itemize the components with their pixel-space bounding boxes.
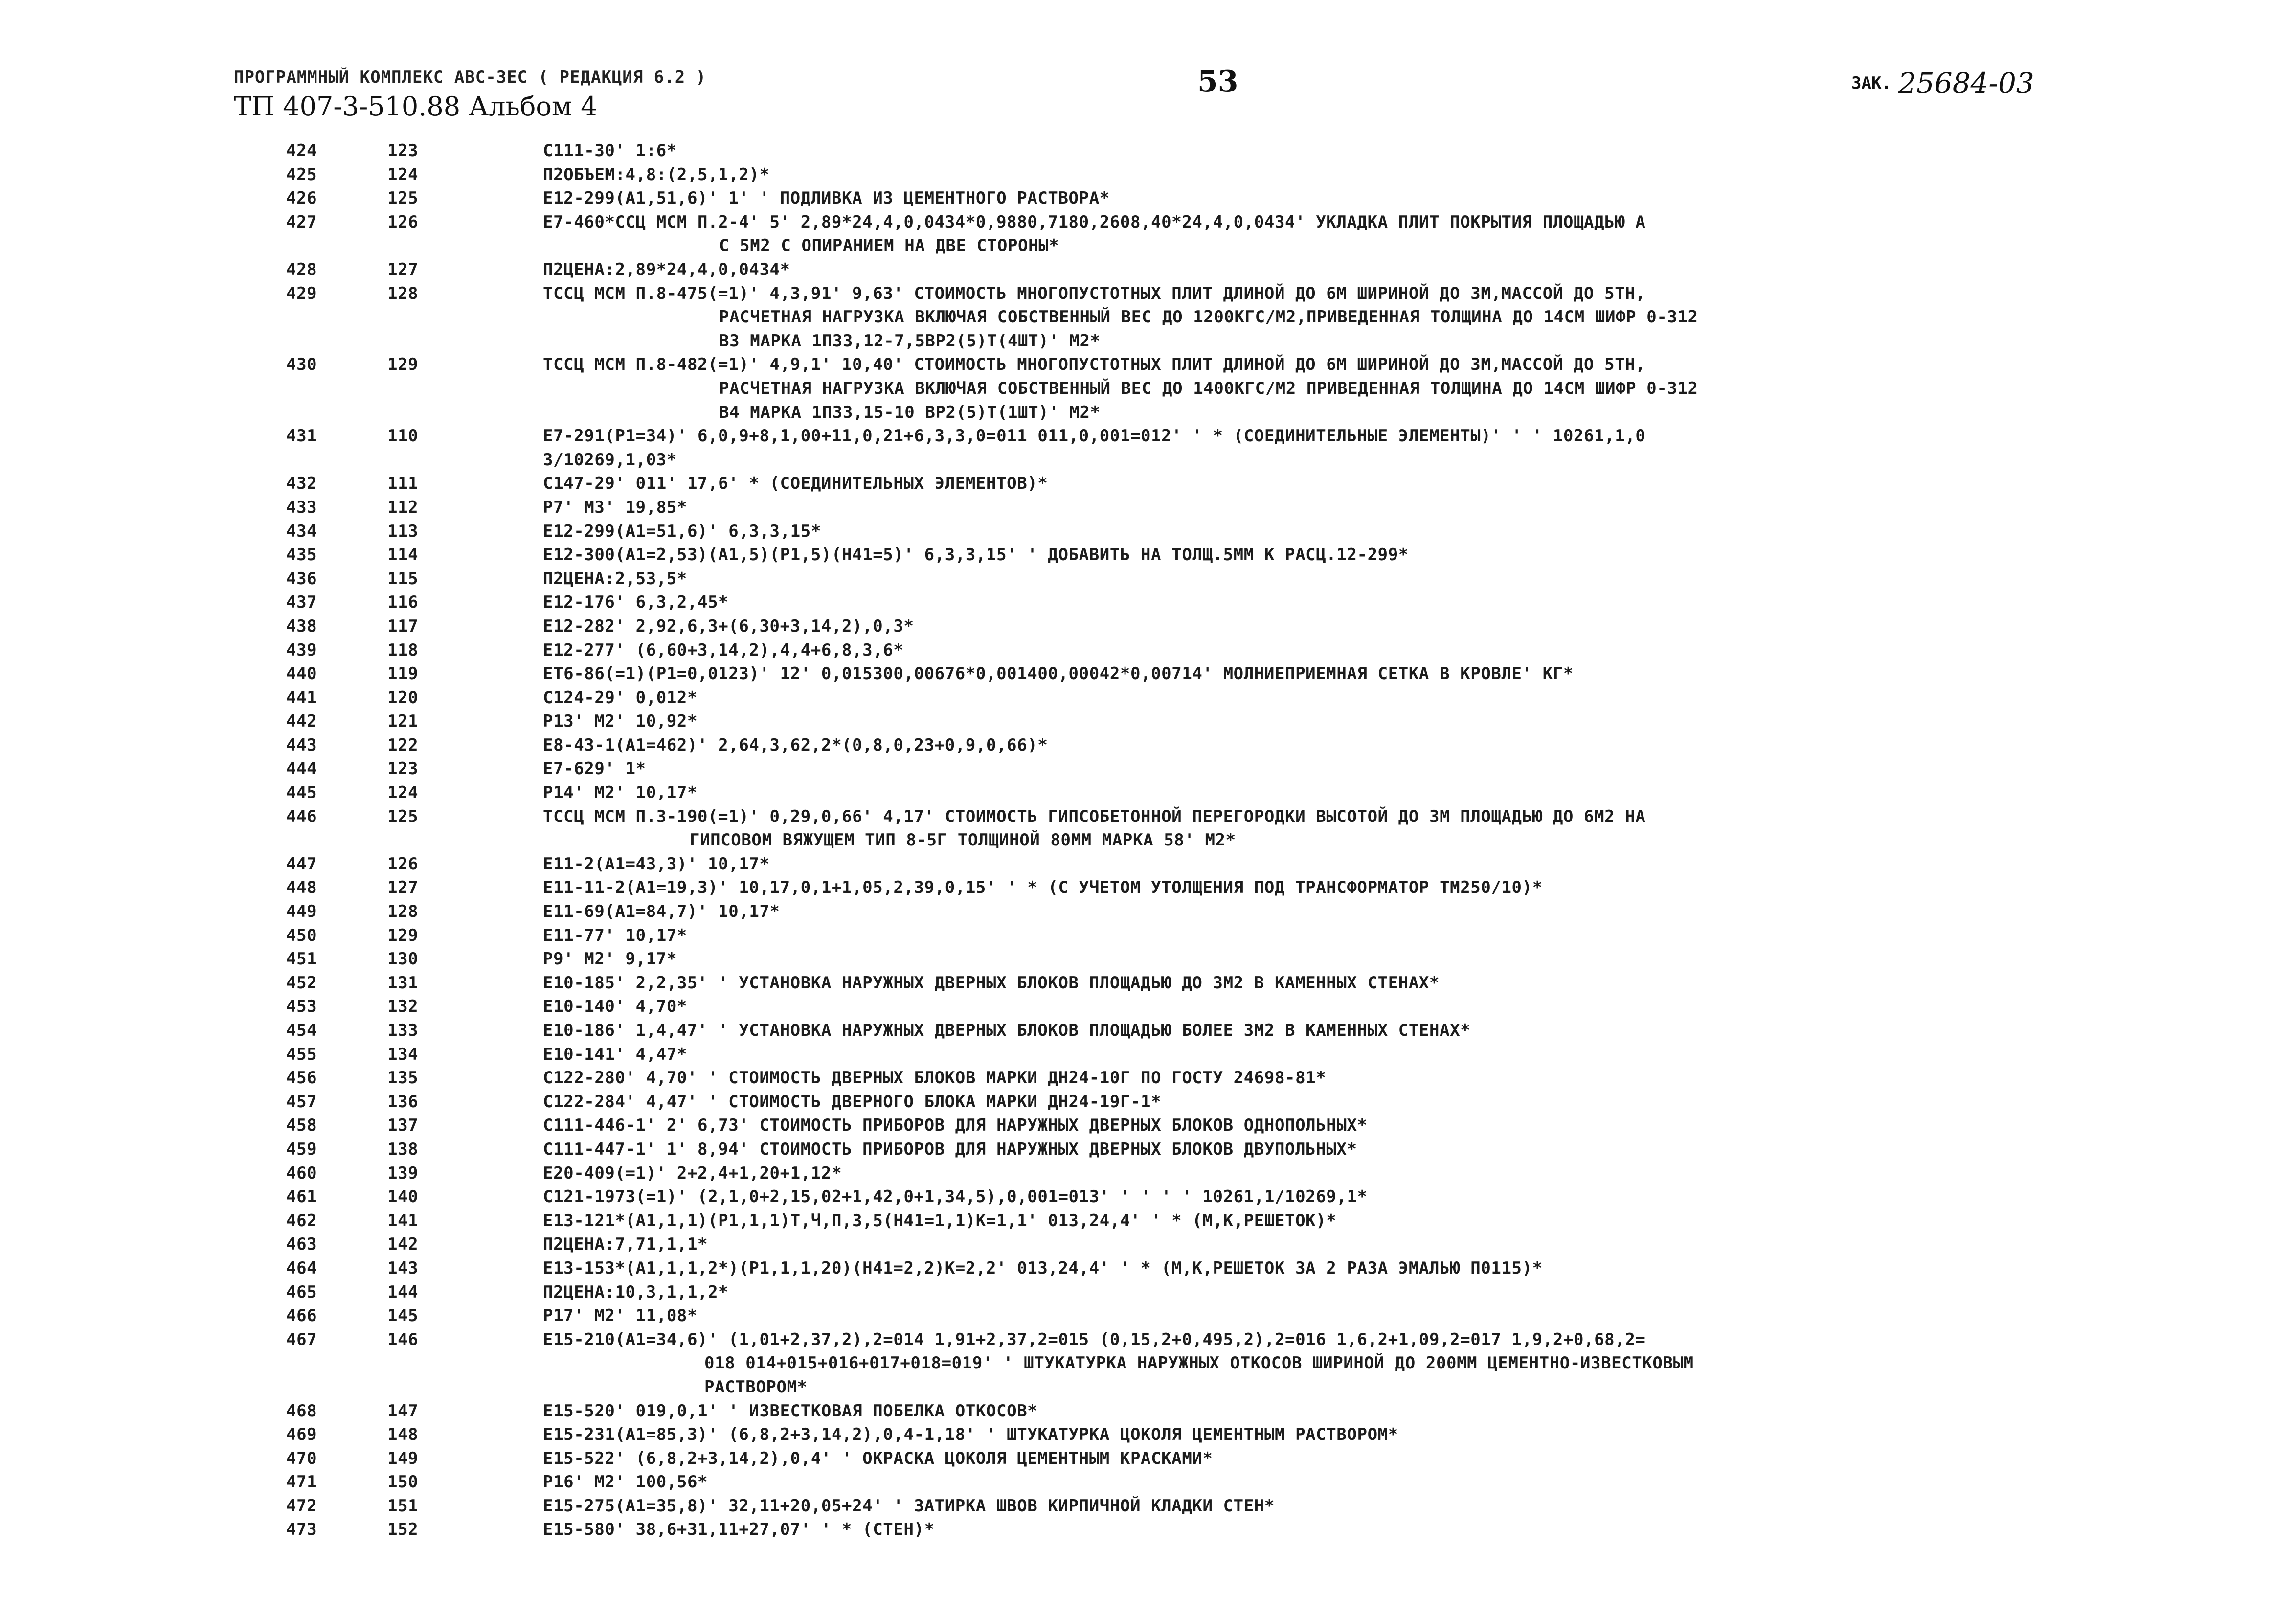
item-text-line: E15-580' 38,6+31,11+27,07' ' * (СТЕН)* xyxy=(543,1520,935,1540)
listing-row xyxy=(0,1232,2296,1256)
item-text-line: П2ЦЕНА:10,3,1,1,2* xyxy=(543,1282,729,1302)
item-number: 123 xyxy=(387,141,419,160)
item-number: 111 xyxy=(387,474,419,494)
line-number: 451 xyxy=(286,949,317,969)
item-text xyxy=(543,805,1645,852)
line-number: 462 xyxy=(286,1210,317,1231)
listing-row xyxy=(0,543,2296,567)
item-text xyxy=(543,1232,708,1256)
item-text-line: E15-231(A1=85,3)' (6,8,2+3,14,2),0,4-1,18' ' ШТУКАТУРКА ЦОКОЛЯ ЦЕМЕНТНЫМ РАСТВОРОМ* xyxy=(543,1425,1398,1445)
item-text xyxy=(543,1066,1326,1090)
listing-row xyxy=(0,591,2296,615)
item-number: 135 xyxy=(387,1068,419,1088)
item-number: 140 xyxy=(387,1187,419,1207)
listing-row xyxy=(0,496,2296,520)
item-text xyxy=(543,353,1698,424)
item-number: 120 xyxy=(387,687,419,707)
line-number: 464 xyxy=(286,1258,317,1278)
line-number: 456 xyxy=(286,1068,317,1088)
item-number: 142 xyxy=(387,1234,419,1254)
line-number: 471 xyxy=(286,1472,317,1492)
listing-row xyxy=(0,186,2296,210)
item-number: 125 xyxy=(387,188,419,208)
item-text xyxy=(543,567,687,591)
item-text-line: E13-153*(A1,1,1,2*)(P1,1,1,20)(H41=2,2)К=2,2' 013,24,4' ' * (М,К,РЕШЕТОК ЗА 2 РАЗА ЭМАЛЬЮ П0115)* xyxy=(543,1258,1543,1278)
listing-row xyxy=(0,1043,2296,1067)
listing-row xyxy=(0,1423,2296,1447)
item-number: 129 xyxy=(387,355,419,375)
item-text xyxy=(543,1162,842,1186)
item-number: 126 xyxy=(387,854,419,874)
item-text xyxy=(543,757,646,781)
line-number: 434 xyxy=(286,521,317,541)
item-text xyxy=(543,139,677,163)
line-number: 468 xyxy=(286,1401,317,1421)
listing-row xyxy=(0,686,2296,710)
line-number: 432 xyxy=(286,474,317,494)
item-text-line: E11-2(A1=43,3)' 10,17* xyxy=(543,854,770,874)
item-text-line: E15-520' 019,0,1' ' ИЗВЕСТКОВАЯ ПОБЕЛКА ОТКОСОВ* xyxy=(543,1401,1038,1421)
item-text-line: E13-121*(A1,1,1)(P1,1,1)Т,Ч,П,3,5(H41=1,1)К=1,1' 013,24,4' ' * (М,К,РЕШЕТОК)* xyxy=(543,1210,1337,1231)
item-number: 145 xyxy=(387,1306,419,1326)
listing-row xyxy=(0,1518,2296,1542)
item-text-line: E15-210(A1=34,6)' (1,01+2,37,2),2=014 1,91+2,37,2=015 (0,15,2+0,495,2),2=016 1,6,2+1,09,2=017 1,9,2+0,68,2= xyxy=(543,1329,1646,1349)
line-number: 455 xyxy=(286,1044,317,1064)
estimate-listing xyxy=(0,139,2296,1542)
item-number: 129 xyxy=(387,925,419,945)
line-number: 430 xyxy=(286,355,317,375)
item-text xyxy=(543,947,677,971)
item-number: 149 xyxy=(387,1448,419,1468)
listing-row xyxy=(0,947,2296,971)
item-number: 124 xyxy=(387,783,419,803)
item-number: 127 xyxy=(387,259,419,279)
item-text xyxy=(543,424,1645,472)
item-text-line: E12-299(A1,51,6)' 1' ' ПОДЛИВКА ИЗ ЦЕМЕНТНОГО РАСТВОРА* xyxy=(543,188,1110,208)
inventory-label: ЗАК. xyxy=(1851,73,1891,93)
item-text-line: П2ЦЕНА:7,71,1,1* xyxy=(543,1234,708,1254)
line-number: 444 xyxy=(286,759,317,779)
listing-row xyxy=(0,472,2296,496)
item-text-line: E12-277' (6,60+3,14,2),4,4+6,8,3,6* xyxy=(543,640,904,660)
line-number: 454 xyxy=(286,1021,317,1040)
item-text xyxy=(543,1304,698,1328)
item-text-line: C122-280' 4,70' ' СТОИМОСТЬ ДВЕРНЫХ БЛОКОВ МАРКИ ДН24-10Г ПО ГОСТУ 24698-81* xyxy=(543,1068,1327,1088)
line-number: 463 xyxy=(286,1234,317,1254)
listing-row xyxy=(0,1328,2296,1399)
item-text xyxy=(543,900,780,924)
item-text xyxy=(543,662,1574,686)
item-number: 128 xyxy=(387,283,419,303)
listing-row xyxy=(0,900,2296,924)
item-text xyxy=(543,210,1645,258)
item-number: 128 xyxy=(387,902,419,922)
item-number: 115 xyxy=(387,569,419,589)
item-number: 112 xyxy=(387,497,419,517)
item-text-line: E7-629' 1* xyxy=(543,759,646,779)
item-text-line: E12-176' 6,3,2,45* xyxy=(543,593,729,613)
listing-row xyxy=(0,876,2296,900)
item-text-line: П2ЦЕНА:2,53,5* xyxy=(543,569,687,589)
item-number: 114 xyxy=(387,545,419,565)
item-text-line: ТССЦ МСМ П.8-475(=1)' 4,3,91' 9,63' СТОИМОСТЬ МНОГОПУСТОТНЫХ ПЛИТ ДЛИНОЙ ДО 6М ШИРИНОЙ ДО 3М,МАССОЙ ДО 5ТН, xyxy=(543,283,1646,303)
item-text-line: E10-140' 4,70* xyxy=(543,997,687,1017)
item-text-line: E11-77' 10,17* xyxy=(543,925,687,945)
item-text xyxy=(543,1423,1398,1447)
item-text-line: P17' М2' 11,08* xyxy=(543,1306,698,1326)
item-text xyxy=(543,1043,687,1067)
item-text xyxy=(543,1447,1213,1471)
listing-row xyxy=(0,1470,2296,1494)
item-text-line: E12-282' 2,92,6,3+(6,30+3,14,2),0,3* xyxy=(543,616,914,636)
program-title: ПРОГРАММНЫЙ КОМПЛЕКС АВС-ЗЕС ( РЕДАКЦИЯ 6.2 ) xyxy=(234,68,707,87)
item-text xyxy=(543,686,698,710)
item-text-continuation: В4 МАРКА 1П33,15-10 ВР2(5)Т(1ШТ)' М2* xyxy=(719,402,1101,422)
item-number: 143 xyxy=(387,1258,419,1278)
item-text-line: E8-43-1(A1=462)' 2,64,3,62,2*(0,8,0,23+0,9,0,66)* xyxy=(543,735,1048,755)
listing-row xyxy=(0,1256,2296,1280)
listing-row xyxy=(0,662,2296,686)
item-text-line: E10-185' 2,2,35' ' УСТАНОВКА НАРУЖНЫХ ДВЕРНЫХ БЛОКОВ ПЛОЩАДЬЮ ДО 3М2 В КАМЕННЫХ СТЕНАХ* xyxy=(543,973,1440,993)
listing-row xyxy=(0,139,2296,163)
line-number: 470 xyxy=(286,1448,317,1468)
item-text-line: E10-141' 4,47* xyxy=(543,1044,687,1064)
line-number: 469 xyxy=(286,1425,317,1445)
item-number: 127 xyxy=(387,878,419,898)
item-text-line: P16' М2' 100,56* xyxy=(543,1472,708,1492)
listing-row xyxy=(0,615,2296,638)
item-number: 121 xyxy=(387,711,419,731)
line-number: 473 xyxy=(286,1520,317,1540)
item-number: 151 xyxy=(387,1496,419,1516)
line-number: 438 xyxy=(286,616,317,636)
item-text-line: E15-275(A1=35,8)' 32,11+20,05+24' ' ЗАТИРКА ШВОВ КИРПИЧНОЙ КЛАДКИ СТЕН* xyxy=(543,1496,1275,1516)
item-text xyxy=(543,1138,1357,1162)
item-number: 116 xyxy=(387,593,419,613)
item-text-line: E11-69(A1=84,7)' 10,17* xyxy=(543,902,780,922)
listing-row xyxy=(0,163,2296,187)
item-number: 124 xyxy=(387,164,419,184)
listing-row xyxy=(0,1280,2296,1304)
line-number: 439 xyxy=(286,640,317,660)
item-text xyxy=(543,876,1543,900)
item-text-line: P13' М2' 10,92* xyxy=(543,711,698,731)
item-number: 125 xyxy=(387,806,419,826)
item-text xyxy=(543,1185,1368,1209)
listing-row xyxy=(0,924,2296,948)
item-text-line: E15-522' (6,8,2+3,14,2),0,4' ' ОКРАСКА ЦОКОЛЯ ЦЕМЕНТНЫМ КРАСКАМИ* xyxy=(543,1448,1213,1468)
item-number: 148 xyxy=(387,1425,419,1445)
listing-row xyxy=(0,638,2296,662)
item-text-line: П2ЦЕНА:2,89*24,4,0,0434* xyxy=(543,259,790,279)
item-text-line: ТССЦ МСМ П.8-482(=1)' 4,9,1' 10,40' СТОИМОСТЬ МНОГОПУСТОТНЫХ ПЛИТ ДЛИНОЙ ДО 6М ШИРИНОЙ ДО 3М,МАССОЙ ДО 5ТН, xyxy=(543,355,1646,375)
item-number: 126 xyxy=(387,212,419,232)
item-text-continuation: С 5М2 С ОПИРАНИЕМ НА ДВЕ СТОРОНЫ* xyxy=(719,236,1059,256)
item-number: 150 xyxy=(387,1472,419,1492)
line-number: 441 xyxy=(286,687,317,707)
item-number: 136 xyxy=(387,1092,419,1112)
line-number: 429 xyxy=(286,283,317,303)
line-number: 447 xyxy=(286,854,317,874)
item-number: 139 xyxy=(387,1163,419,1183)
item-text xyxy=(543,733,1048,757)
item-text-line: ТССЦ МСМ П.3-190(=1)' 0,29,0,66' 4,17' СТОИМОСТЬ ГИПСОБЕТОННОЙ ПЕРЕГОРОДКИ ВЫСОТОЙ ДО 3М ПЛОЩАДЬЮ ДО 6М2 НА xyxy=(543,806,1646,826)
item-number: 122 xyxy=(387,735,419,755)
line-number: 467 xyxy=(286,1329,317,1349)
item-text-continuation: РАСЧЕТНАЯ НАГРУЗКА ВКЛЮЧАЯ СОБСТВЕННЫЙ ВЕС ДО 1400КГС/М2 ПРИВЕДЕННАЯ ТОЛЩИНА ДО 14СМ ШИФР 0-312 xyxy=(719,378,1698,398)
item-number: 123 xyxy=(387,759,419,779)
listing-row xyxy=(0,520,2296,544)
listing-row xyxy=(0,1019,2296,1043)
item-text-continuation: 3/10269,1,03* xyxy=(543,450,677,470)
inventory-stamp xyxy=(1851,67,2034,100)
item-text-line: C122-284' 4,47' ' СТОИМОСТЬ ДВЕРНОГО БЛОКА МАРКИ ДН24-19Г-1* xyxy=(543,1092,1162,1112)
item-text-line: E12-299(A1=51,6)' 6,3,3,15* xyxy=(543,521,821,541)
item-text xyxy=(543,496,687,520)
line-number: 449 xyxy=(286,902,317,922)
line-number: 446 xyxy=(286,806,317,826)
listing-row xyxy=(0,1162,2296,1186)
item-text xyxy=(543,1114,1368,1138)
item-text xyxy=(543,852,770,876)
item-text xyxy=(543,472,1048,496)
listing-row xyxy=(0,971,2296,995)
item-text-line: E20-409(=1)' 2+2,4+1,20+1,12* xyxy=(543,1163,842,1183)
item-text-line: П2ОБЪЕМ:4,8:(2,5,1,2)* xyxy=(543,164,770,184)
listing-row xyxy=(0,995,2296,1019)
line-number: 431 xyxy=(286,426,317,446)
item-text xyxy=(543,1280,728,1304)
item-text xyxy=(543,1518,935,1542)
item-text xyxy=(543,543,1409,567)
listing-row xyxy=(0,258,2296,282)
item-text-line: P14' М2' 10,17* xyxy=(543,783,698,803)
listing-row xyxy=(0,567,2296,591)
item-number: 119 xyxy=(387,664,419,684)
line-number: 452 xyxy=(286,973,317,993)
listing-row xyxy=(0,1138,2296,1162)
item-number: 137 xyxy=(387,1116,419,1136)
line-number: 465 xyxy=(286,1282,317,1302)
line-number: 459 xyxy=(286,1139,317,1159)
line-number: 435 xyxy=(286,545,317,565)
document-reference: ТП 407-3-510.88 Альбом 4 xyxy=(234,91,598,122)
listing-row xyxy=(0,210,2296,258)
listing-row xyxy=(0,1114,2296,1138)
item-text-line: C111-446-1' 2' 6,73' СТОИМОСТЬ ПРИБОРОВ ДЛЯ НАРУЖНЫХ ДВЕРНЫХ БЛОКОВ ОДНОПОЛЬНЫХ* xyxy=(543,1116,1368,1136)
line-number: 426 xyxy=(286,188,317,208)
item-text xyxy=(543,1019,1470,1043)
item-text xyxy=(543,1399,1037,1423)
item-text xyxy=(543,1494,1275,1518)
item-text-continuation: 018 014+015+016+017+018=019' ' ШТУКАТУРКА НАРУЖНЫХ ОТКОСОВ ШИРИНОЙ ДО 200ММ ЦЕМЕНТНО-ИЗВЕСТКОВЫМ xyxy=(704,1353,1694,1373)
item-text-line: C111-30' 1:6* xyxy=(543,141,677,160)
line-number: 424 xyxy=(286,141,317,160)
line-number: 443 xyxy=(286,735,317,755)
item-number: 134 xyxy=(387,1044,419,1064)
item-number: 144 xyxy=(387,1282,419,1302)
item-number: 147 xyxy=(387,1401,419,1421)
item-text xyxy=(543,591,728,615)
line-number: 450 xyxy=(286,925,317,945)
line-number: 461 xyxy=(286,1187,317,1207)
item-number: 113 xyxy=(387,521,419,541)
item-number: 118 xyxy=(387,640,419,660)
listing-row xyxy=(0,1447,2296,1471)
item-number: 146 xyxy=(387,1329,419,1349)
item-number: 110 xyxy=(387,426,419,446)
listing-row xyxy=(0,1066,2296,1090)
item-text xyxy=(543,258,790,282)
listing-row xyxy=(0,757,2296,781)
item-text-continuation: РАСТВОРОМ* xyxy=(704,1377,808,1397)
line-number: 428 xyxy=(286,259,317,279)
listing-row xyxy=(0,1090,2296,1114)
line-number: 445 xyxy=(286,783,317,803)
item-text xyxy=(543,186,1110,210)
item-text xyxy=(543,282,1698,353)
line-number: 453 xyxy=(286,997,317,1017)
line-number: 457 xyxy=(286,1092,317,1112)
item-text-continuation: ГИПСОВОМ ВЯЖУЩЕМ ТИП 8-5Г ТОЛЩИНОЙ 80ММ МАРКА 58' М2* xyxy=(690,830,1236,850)
item-number: 132 xyxy=(387,997,419,1017)
listing-row xyxy=(0,805,2296,852)
item-number: 130 xyxy=(387,949,419,969)
listing-row xyxy=(0,1399,2296,1423)
item-number: 138 xyxy=(387,1139,419,1159)
item-text-line: E7-460*ССЦ МСМ П.2-4' 5' 2,89*24,4,0,0434*0,9880,7180,2608,40*24,4,0,0434' УКЛАДКА ПЛИТ ПОКРЫТИЯ ПЛОЩАДЬЮ А xyxy=(543,212,1646,232)
line-number: 437 xyxy=(286,593,317,613)
listing-row xyxy=(0,1185,2296,1209)
line-number: 472 xyxy=(286,1496,317,1516)
item-text-line: P7' М3' 19,85* xyxy=(543,497,687,517)
item-text xyxy=(543,1090,1161,1114)
line-number: 436 xyxy=(286,569,317,589)
item-text xyxy=(543,1209,1336,1233)
line-number: 460 xyxy=(286,1163,317,1183)
listing-row xyxy=(0,1304,2296,1328)
listing-row xyxy=(0,1209,2296,1233)
listing-row xyxy=(0,1494,2296,1518)
item-text-line: E10-186' 1,4,47' ' УСТАНОВКА НАРУЖНЫХ ДВЕРНЫХ БЛОКОВ ПЛОЩАДЬЮ БОЛЕЕ 3М2 В КАМЕННЫХ СТЕНАХ* xyxy=(543,1021,1471,1040)
item-text xyxy=(543,1470,708,1494)
line-number: 448 xyxy=(286,878,317,898)
item-number: 117 xyxy=(387,616,419,636)
listing-row xyxy=(0,852,2296,876)
listing-row xyxy=(0,733,2296,757)
page-number: 53 xyxy=(1197,65,1238,99)
line-number: 433 xyxy=(286,497,317,517)
item-text xyxy=(543,638,903,662)
inventory-number: 25684-03 xyxy=(1898,67,2034,100)
item-text xyxy=(543,1328,1694,1399)
item-number: 133 xyxy=(387,1021,419,1040)
listing-row xyxy=(0,424,2296,472)
item-text-line: C111-447-1' 1' 8,94' СТОИМОСТЬ ПРИБОРОВ ДЛЯ НАРУЖНЫХ ДВЕРНЫХ БЛОКОВ ДВУПОЛЬНЫХ* xyxy=(543,1139,1357,1159)
line-number: 440 xyxy=(286,664,317,684)
line-number: 442 xyxy=(286,711,317,731)
item-number: 141 xyxy=(387,1210,419,1231)
item-text-continuation: РАСЧЕТНАЯ НАГРУЗКА ВКЛЮЧАЯ СОБСТВЕННЫЙ ВЕС ДО 1200КГС/М2,ПРИВЕДЕННАЯ ТОЛЩИНА ДО 14СМ ШИФР 0-312 xyxy=(719,307,1698,327)
line-number: 458 xyxy=(286,1116,317,1136)
line-number: 427 xyxy=(286,212,317,232)
item-text xyxy=(543,520,821,544)
listing-row xyxy=(0,709,2296,733)
item-text xyxy=(543,615,914,638)
listing-row xyxy=(0,282,2296,353)
item-text-line: E11-11-2(A1=19,3)' 10,17,0,1+1,05,2,39,0,15' ' * (С УЧЕТОМ УТОЛЩЕНИЯ ПОД ТРАНСФОРМАТОР ТМ250/10)* xyxy=(543,878,1543,898)
item-text-line: E12-300(A1=2,53)(A1,5)(P1,5)(H41=5)' 6,3,3,15' ' ДОБАВИТЬ НА ТОЛЩ.5ММ К РАСЦ.12-299* xyxy=(543,545,1409,565)
item-text-line: C147-29' 011' 17,6' * (СОЕДИНИТЕЛЬНЫХ ЭЛЕМЕНТОВ)* xyxy=(543,474,1048,494)
item-text xyxy=(543,709,698,733)
item-text xyxy=(543,924,687,948)
item-text xyxy=(543,1256,1543,1280)
line-number: 466 xyxy=(286,1306,317,1326)
item-text-line: P9' М2' 9,17* xyxy=(543,949,677,969)
item-text-line: C121-1973(=1)' (2,1,0+2,15,02+1,42,0+1,34,5),0,001=013' ' ' ' ' 10261,1/10269,1* xyxy=(543,1187,1368,1207)
item-number: 131 xyxy=(387,973,419,993)
item-text xyxy=(543,971,1440,995)
item-text xyxy=(543,163,770,187)
item-number: 152 xyxy=(387,1520,419,1540)
line-number: 425 xyxy=(286,164,317,184)
item-text-line: E7-291(P1=34)' 6,0,9+8,1,00+11,0,21+6,3,3,0=011 011,0,001=012' ' * (СОЕДИНИТЕЛЬНЫЕ ЭЛЕМЕНТЫ)' ' ' 10261,1,0 xyxy=(543,426,1646,446)
item-text xyxy=(543,781,698,805)
item-text-line: C124-29' 0,012* xyxy=(543,687,698,707)
item-text-line: ET6-86(=1)(P1=0,0123)' 12' 0,015300,00676*0,001400,00042*0,00714' МОЛНИЕПРИЕМНАЯ СЕТКА В КРОВЛЕ' КГ* xyxy=(543,664,1574,684)
item-text-continuation: ВЗ МАРКА 1П33,12-7,5ВР2(5)Т(4ШТ)' М2* xyxy=(719,331,1101,351)
item-text xyxy=(543,995,687,1019)
listing-row xyxy=(0,781,2296,805)
listing-row xyxy=(0,353,2296,424)
